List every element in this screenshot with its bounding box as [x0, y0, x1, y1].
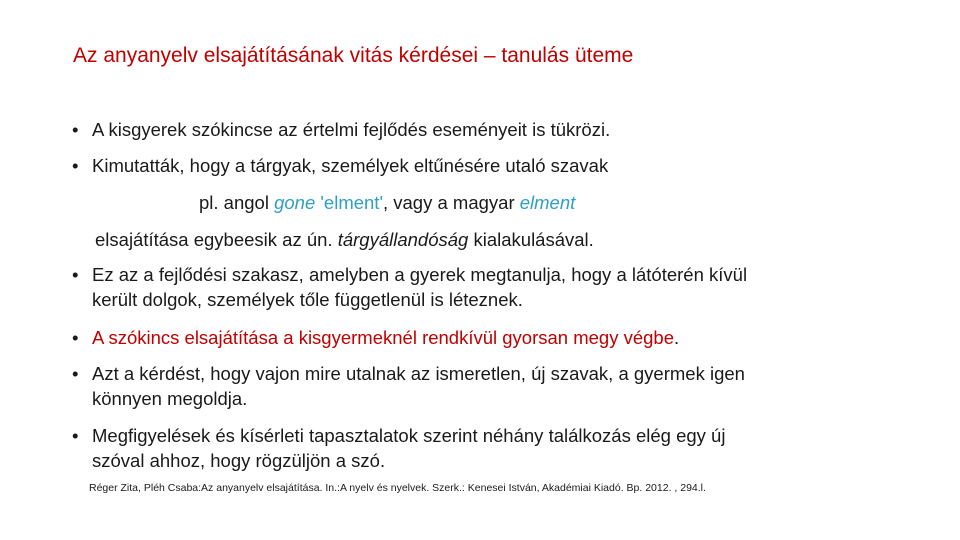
bullet-text-line1: Ez az a fejlődési szakasz, amelyben a gyerek megtanulja, hogy a látóterén kívül [92, 264, 748, 285]
example-word-elment: elment [519, 192, 576, 213]
bullet-icon: • [72, 119, 79, 140]
bullet-text-line2: került dolgok, személyek tőle függetlenül is léteznek. [92, 289, 523, 310]
bullet-text-line1: Azt a kérdést, hogy vajon mire utalnak az ismeretlen, új szavak, a gyermek igen [92, 363, 745, 384]
bullet-text: Kimutatták, hogy a tárgyak, személyek eltűnésére utaló szavak [92, 155, 609, 176]
example-translation: 'elment' [315, 192, 383, 213]
continuation-text: elsajátítása egybeesik az ún. [95, 229, 338, 250]
bullet-icon: • [72, 264, 79, 285]
bullet-text-line2: szóval ahhoz, hogy rögzüljön a szó. [92, 450, 386, 471]
highlight-period: . [674, 327, 680, 348]
bullet-icon: • [72, 363, 79, 384]
example-word-gone: gone [274, 192, 316, 213]
bullet-text-wrap [92, 325, 679, 350]
bullet-text-line1: Megfigyelések és kísérleti tapasztalatok szerint néhány találkozás elég egy új [92, 425, 726, 446]
bullet-icon: • [72, 155, 79, 176]
continuation-end: kialakulásával. [468, 229, 594, 250]
bullet-text: A kisgyerek szókincse az értelmi fejlődés eseményeit is tükrözi. [92, 119, 611, 140]
bullet-text-line2: könnyen megoldja. [92, 388, 248, 409]
slide-title: Az anyanyelv elsajátításának vitás kérdései – tanulás üteme [73, 44, 634, 67]
bullet-icon: • [72, 327, 79, 348]
highlight-text: A szókincs elsajátítása a kisgyermeknél rendkívül gyorsan megy végbe [92, 327, 675, 348]
term-object-permanence: tárgyállandóság [337, 229, 469, 250]
citation: Réger Zita, Pléh Csaba:Az anyanyelv elsajátítása. In.:A nyelv és nyelvek. Szerk.: Kenesei István, Akadémiai Kiadó. Bp. 2012. , 294.l. [89, 482, 706, 494]
example-line [199, 190, 575, 215]
example-prefix: pl. angol [199, 192, 275, 213]
bullet-continuation [95, 227, 594, 252]
example-middle: , vagy a magyar [382, 192, 520, 213]
bullet-icon: • [72, 425, 79, 446]
